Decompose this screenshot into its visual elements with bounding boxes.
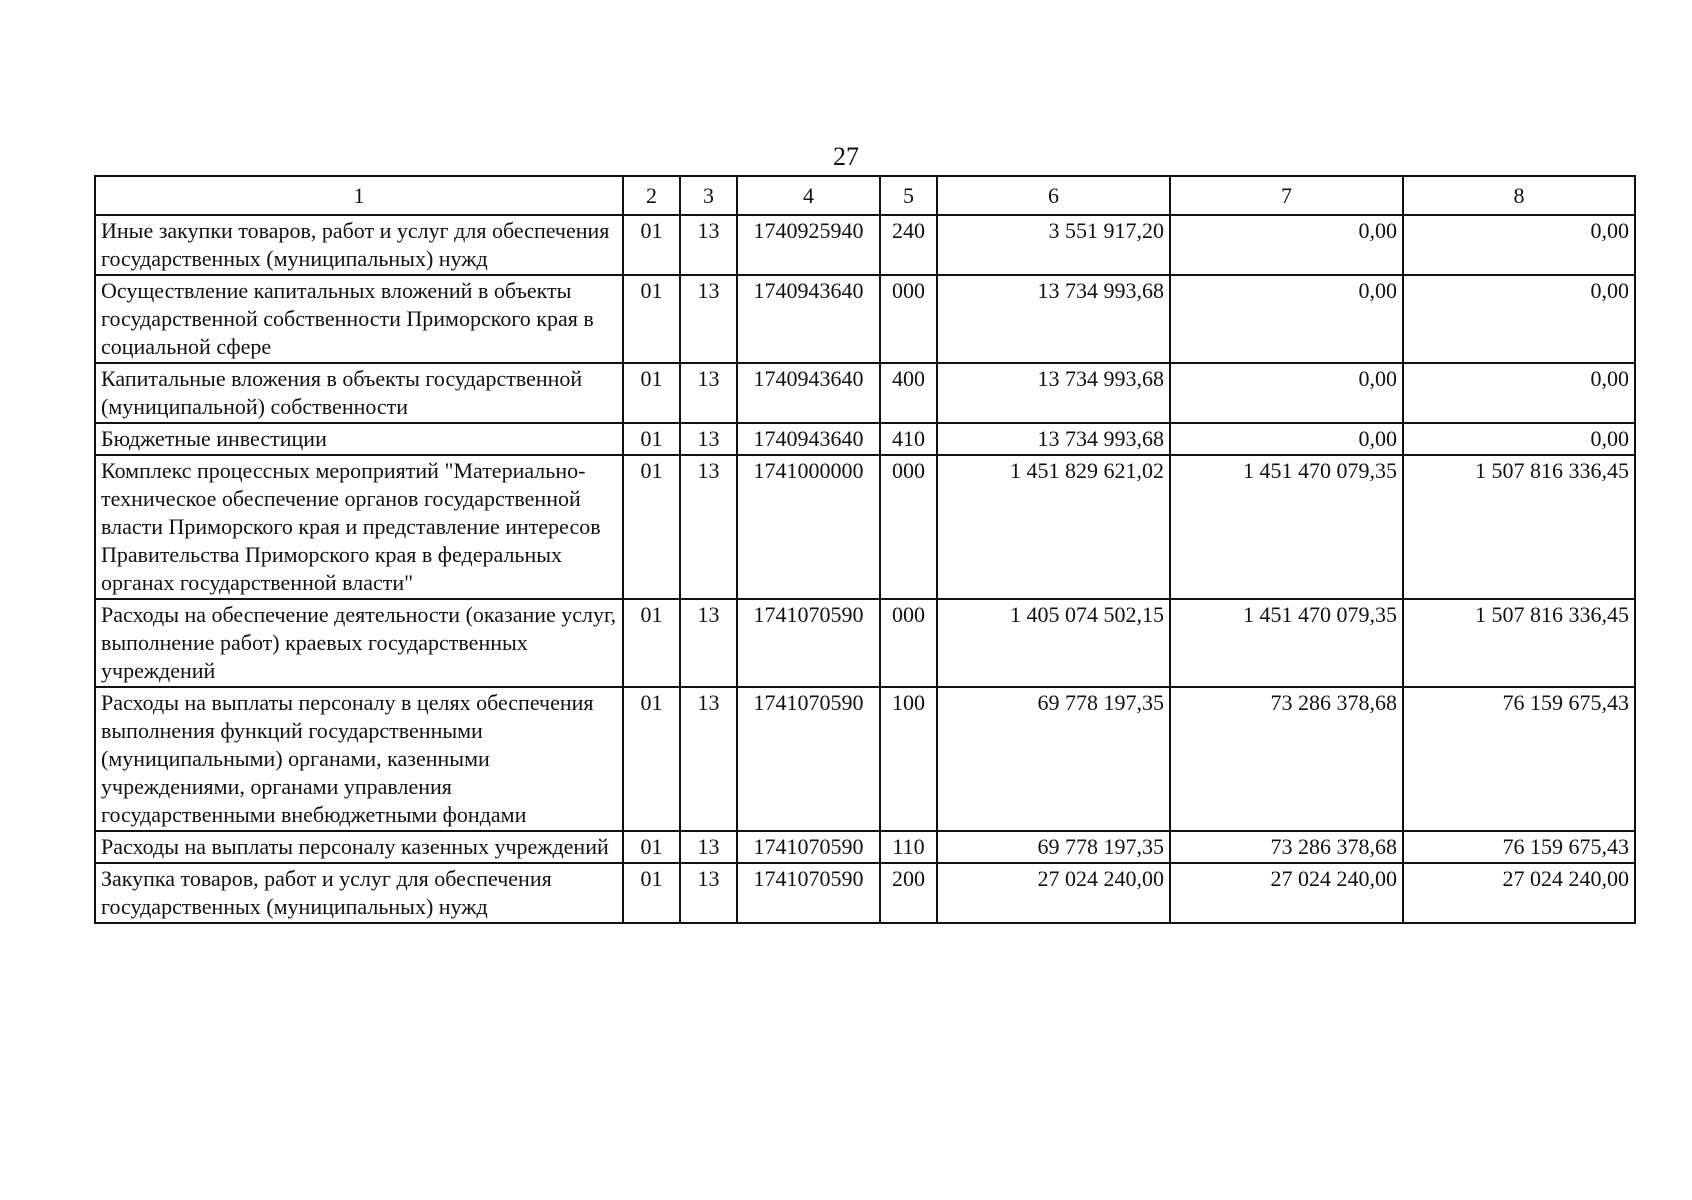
amount-col-7: 0,00: [1170, 363, 1403, 423]
target-article-code: 1741000000: [737, 455, 880, 599]
expense-name: Комплекс процессных мероприятий "Материально-техническое обеспечение органов государственной власти Приморского края и представление интересов Правительства Приморского края в федеральных органах государственной власти": [95, 455, 623, 599]
column-header-5: 5: [880, 176, 937, 215]
expense-type-code: 200: [880, 863, 937, 923]
target-article-code: 1740943640: [737, 423, 880, 455]
amount-col-6: 69 778 197,35: [937, 831, 1170, 863]
expense-name: Расходы на выплаты персоналу казенных учреждений: [95, 831, 623, 863]
expense-name: Бюджетные инвестиции: [95, 423, 623, 455]
amount-col-8: 1 507 816 336,45: [1403, 455, 1635, 599]
amount-col-6: 1 451 829 621,02: [937, 455, 1170, 599]
amount-col-8: 1 507 816 336,45: [1403, 599, 1635, 687]
expense-name: Осуществление капитальных вложений в объекты государственной собственности Приморского края в социальной сфере: [95, 275, 623, 363]
section-code: 01: [623, 363, 680, 423]
amount-col-7: 1 451 470 079,35: [1170, 455, 1403, 599]
target-article-code: 1740925940: [737, 215, 880, 275]
section-code: 01: [623, 687, 680, 831]
table-row: [95, 215, 1635, 275]
table-row: [95, 599, 1635, 687]
amount-col-6: 13 734 993,68: [937, 363, 1170, 423]
subsection-code: 13: [680, 687, 737, 831]
table-row: [95, 831, 1635, 863]
expense-type-code: 110: [880, 831, 937, 863]
amount-col-8: 0,00: [1403, 275, 1635, 363]
expense-name: Иные закупки товаров, работ и услуг для обеспечения государственных (муниципальных) нужд: [95, 215, 623, 275]
amount-col-8: 76 159 675,43: [1403, 831, 1635, 863]
expense-type-code: 000: [880, 275, 937, 363]
target-article-code: 1740943640: [737, 363, 880, 423]
amount-col-6: 1 405 074 502,15: [937, 599, 1170, 687]
section-code: 01: [623, 275, 680, 363]
column-header-4: 4: [737, 176, 880, 215]
subsection-code: 13: [680, 423, 737, 455]
column-header-3: 3: [680, 176, 737, 215]
section-code: 01: [623, 423, 680, 455]
subsection-code: 13: [680, 831, 737, 863]
section-code: 01: [623, 599, 680, 687]
table-row: [95, 863, 1635, 923]
target-article-code: 1740943640: [737, 275, 880, 363]
target-article-code: 1741070590: [737, 599, 880, 687]
expense-type-code: 400: [880, 363, 937, 423]
expense-name: Капитальные вложения в объекты государственной (муниципальной) собственности: [95, 363, 623, 423]
section-code: 01: [623, 215, 680, 275]
section-code: 01: [623, 863, 680, 923]
expense-type-code: 000: [880, 599, 937, 687]
expense-type-code: 410: [880, 423, 937, 455]
page-number: 27: [833, 142, 859, 171]
amount-col-6: 27 024 240,00: [937, 863, 1170, 923]
column-header-1: 1: [95, 176, 623, 215]
expense-name: Расходы на обеспечение деятельности (оказание услуг, выполнение работ) краевых государственных учреждений: [95, 599, 623, 687]
header-row: [95, 176, 1635, 215]
amount-col-7: 73 286 378,68: [1170, 687, 1403, 831]
subsection-code: 13: [680, 215, 737, 275]
amount-col-6: 69 778 197,35: [937, 687, 1170, 831]
section-code: 01: [623, 455, 680, 599]
expense-type-code: 100: [880, 687, 937, 831]
table-row: [95, 687, 1635, 831]
subsection-code: 13: [680, 599, 737, 687]
amount-col-6: 13 734 993,68: [937, 275, 1170, 363]
amount-col-7: 0,00: [1170, 423, 1403, 455]
target-article-code: 1741070590: [737, 831, 880, 863]
column-header-6: 6: [937, 176, 1170, 215]
subsection-code: 13: [680, 275, 737, 363]
subsection-code: 13: [680, 863, 737, 923]
table-row: [95, 455, 1635, 599]
amount-col-7: 0,00: [1170, 275, 1403, 363]
amount-col-8: 0,00: [1403, 363, 1635, 423]
amount-col-7: 27 024 240,00: [1170, 863, 1403, 923]
column-header-8: 8: [1403, 176, 1635, 215]
amount-col-8: 0,00: [1403, 423, 1635, 455]
amount-col-7: 0,00: [1170, 215, 1403, 275]
target-article-code: 1741070590: [737, 863, 880, 923]
amount-col-8: 76 159 675,43: [1403, 687, 1635, 831]
subsection-code: 13: [680, 363, 737, 423]
table-row: [95, 363, 1635, 423]
column-header-2: 2: [623, 176, 680, 215]
column-header-7: 7: [1170, 176, 1403, 215]
amount-col-8: 0,00: [1403, 215, 1635, 275]
table-row: [95, 275, 1635, 363]
section-code: 01: [623, 831, 680, 863]
table-row: [95, 423, 1635, 455]
amount-col-7: 1 451 470 079,35: [1170, 599, 1403, 687]
amount-col-6: 3 551 917,20: [937, 215, 1170, 275]
expense-name: Расходы на выплаты персоналу в целях обеспечения выполнения функций государственными (муниципальными) органами, казенными учреждениями, органами управления государственными внебюджетными фондами: [95, 687, 623, 831]
expense-name: Закупка товаров, работ и услуг для обеспечения государственных (муниципальных) нужд: [95, 863, 623, 923]
amount-col-7: 73 286 378,68: [1170, 831, 1403, 863]
amount-col-8: 27 024 240,00: [1403, 863, 1635, 923]
target-article-code: 1741070590: [737, 687, 880, 831]
budget-table: [94, 175, 1636, 924]
amount-col-6: 13 734 993,68: [937, 423, 1170, 455]
expense-type-code: 000: [880, 455, 937, 599]
expense-type-code: 240: [880, 215, 937, 275]
subsection-code: 13: [680, 455, 737, 599]
